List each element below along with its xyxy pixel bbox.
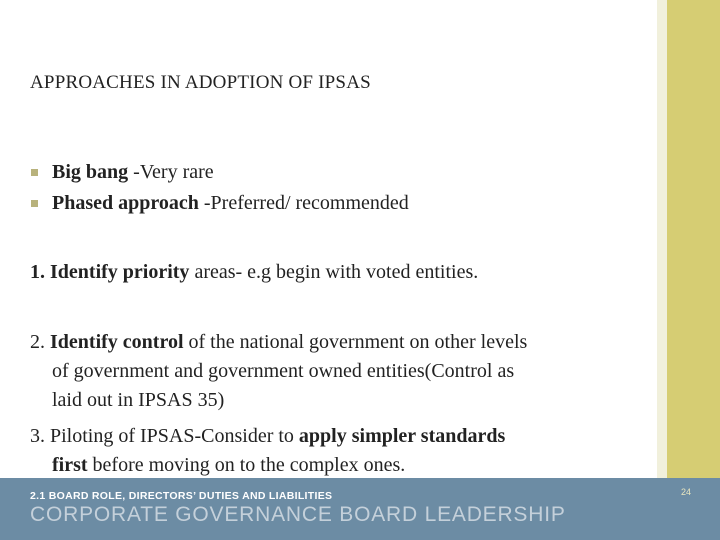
point-text: areas- e.g begin with voted entities.: [189, 261, 479, 283]
bullet-text: -Very rare: [128, 161, 214, 183]
bullet-term: Phased approach: [52, 192, 199, 214]
approach-bullet-list: [30, 157, 409, 219]
point-term: Identify priority: [50, 261, 190, 283]
footer-banner: [0, 478, 720, 540]
page-number: 24: [681, 487, 692, 497]
point-term: apply simpler standards: [298, 425, 506, 447]
bullet-item-phased: [30, 188, 409, 219]
bullet-term: Big bang: [52, 161, 129, 183]
point-term: Identify control: [50, 331, 184, 353]
side-stripe-highlight: [657, 0, 667, 478]
point-text-line-1: of the national government on other levels: [183, 331, 528, 353]
footer-title: CORPORATE GOVERNANCE BOARD LEADERSHIP: [30, 503, 566, 526]
bullet-text: -Preferred/ recommended: [198, 192, 409, 214]
point-number: 1.: [30, 261, 50, 283]
square-bullet-icon: [31, 200, 38, 207]
bullet-item-big-bang: [30, 157, 409, 188]
point-lead: 3. Piloting of IPSAS-Consider to: [30, 425, 299, 447]
point-text-line-3: laid out in IPSAS 35): [52, 389, 225, 411]
footer-subtitle: 2.1 BOARD ROLE, DIRECTORS’ DUTIES AND LIABILITIES: [30, 490, 333, 502]
point-text: before moving on to the complex ones.: [87, 454, 406, 476]
point-term-continued: first: [52, 454, 88, 476]
slide-title: APPROACHES IN ADOPTION OF IPSAS: [30, 72, 371, 93]
point-text-line-2: of government and government owned entities(Control as: [52, 360, 515, 382]
square-bullet-icon: [31, 169, 38, 176]
side-stripe: [667, 0, 720, 478]
point-1: [30, 258, 630, 287]
point-2: [30, 328, 640, 415]
point-3: [30, 422, 640, 480]
point-number: 2.: [30, 331, 50, 353]
